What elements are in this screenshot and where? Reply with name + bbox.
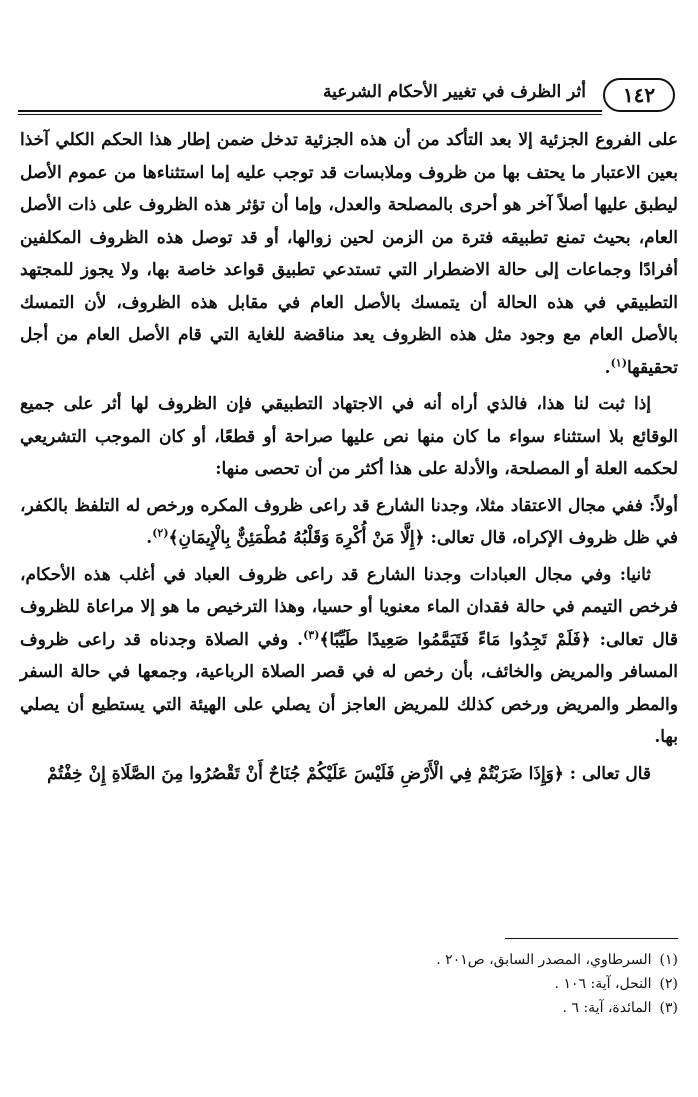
header-rule-thin [18,114,602,115]
paragraph-1 [20,124,678,384]
footnote-3 [278,996,678,1020]
point-label-second: ثانيا: [619,564,651,585]
paragraph-4-text-b: . وفي الصلاة وجدناه قد راعى ظروف المسافر والمريض والخائف، بأن رخص له في قصر الصلاة الرباعية، وجمعها في حالة السفر والمطر والمريض ورخص كذلك للمريض العاجز أن يصلي على الهيئة التي يستطيع أن يصلي بها. [20,629,678,747]
paragraph-4-text-a: وفي مجال العبادات وجدنا الشارع قد راعى ظروف العباد في أغلب هذه الأحكام، فرخص التيمم في حالة فقدان الماء معنويا أو حسيا، وهذا الترخيص ما هو إلا مراعاة للظروف قال تعالى: [20,564,678,650]
footnotes [278,948,678,1020]
quran-verse-1: ﴿إِلَّا مَنْ أُكْرِهَ وَقَلْبُهُ مُطْمَئِنٌّ بِالْإِيمَانِ﴾ [168,528,425,548]
running-header-title: أثر الظرف في تغيير الأحكام الشرعية [322,82,586,102]
paragraph-1-text: على الفروع الجزئية إلا بعد التأكد من أن هذه الجزئية تدخل ضمن إطار هذا الحكم الكلي آخذا بعين الاعتبار ما يحتف بها من ظروف وملابسات قد توجب عليه إما استثناءها من عموم الأصل ليطبق عليها أصلاً آخر هو أحرى بالمصلحة والعدل، وإما أن تؤثر هذه الظروف على ذات الأصل العام، بحيث تمنع تطبيقه فترة من الزمن لحين زوالها، أو قد توصل هذه الظروف المكلفين أفرادًا وجماعات إلى حالة الاضطرار التي تستدعي تطبيق قواعد خاصة بها، ولا يجوز للمجتهد التطبيقي في هذه الحالة أن يتمسك بالأصل العام في مقابل هذه الظروف، لأن التمسك بالأصل العام مع وجود مثل هذه الظروف يعد مناقضة للغاية التي قام الأصل العام من أجل تحقيقها [20,130,678,378]
body-text [20,124,678,790]
footnote-2 [278,972,678,996]
quran-verse-2: ﴿فَلَمْ تَجِدُوا مَاءً فَتَيَمَّمُوا صَعِيدًا طَيِّبًا﴾ [319,629,591,650]
footnote-ref-3: (٣) [303,627,320,641]
paragraph-1-end: . [604,357,611,378]
paragraph-2: إذا ثبت لنا هذا، فالذي أراه أنه في الاجتهاد التطبيقي فإن الظروف لها أثر على جميع الوقائع بلا استثناء سواء ما كان منها نص عليها صراحة أو قطعًا، أو كان الموجب التشريعي لحكمه العلة أو المصلحة، والأدلة على هذا أكثر من أن تحصى منها: [20,394,678,479]
paragraph-5 [20,758,678,791]
footnote-ref-2: (٢) [152,526,169,540]
point-label-first: أولاً: [649,495,678,516]
paragraph-3-text: ففي مجال الاعتقاد مثلا، وجدنا الشارع قد راعى ظروف المكره ورخص له التلفظ بالكفر، في ظل ظروف الإكراه، قال تعالى: [20,495,678,548]
footnote-1-number: (١) [659,952,678,968]
header-rule [18,110,602,112]
paragraph-3 [20,490,678,555]
paragraph-3-end: . [146,528,153,548]
footnote-2-number: (٢) [659,976,678,992]
paragraph-5-text: قال تعالى : [569,763,651,784]
quran-verse-3: ﴿وَإِذَا ضَرَبْتُمْ فِي الْأَرْضِ فَلَيْسَ عَلَيْكُمْ جُنَاحٌ أَنْ تَقْصُرُوا مِنَ الصَّلَاةِ إِنْ خِفْتُمْ [47,763,564,784]
footnote-1-text: السرطاوي، المصدر السابق، ص٢٠١ . [436,952,652,968]
page-number: ١٤٢ [603,78,675,112]
footnote-3-text: المائدة، آية: ٦ . [562,1000,652,1016]
footnote-ref-1: (١) [610,355,627,369]
footnote-1 [278,948,678,972]
paragraph-4 [20,559,678,754]
footnote-3-number: (٣) [659,1000,678,1016]
footnote-2-text: النحل، آية: ١٠٦ . [554,976,652,992]
footnote-separator [505,938,678,939]
